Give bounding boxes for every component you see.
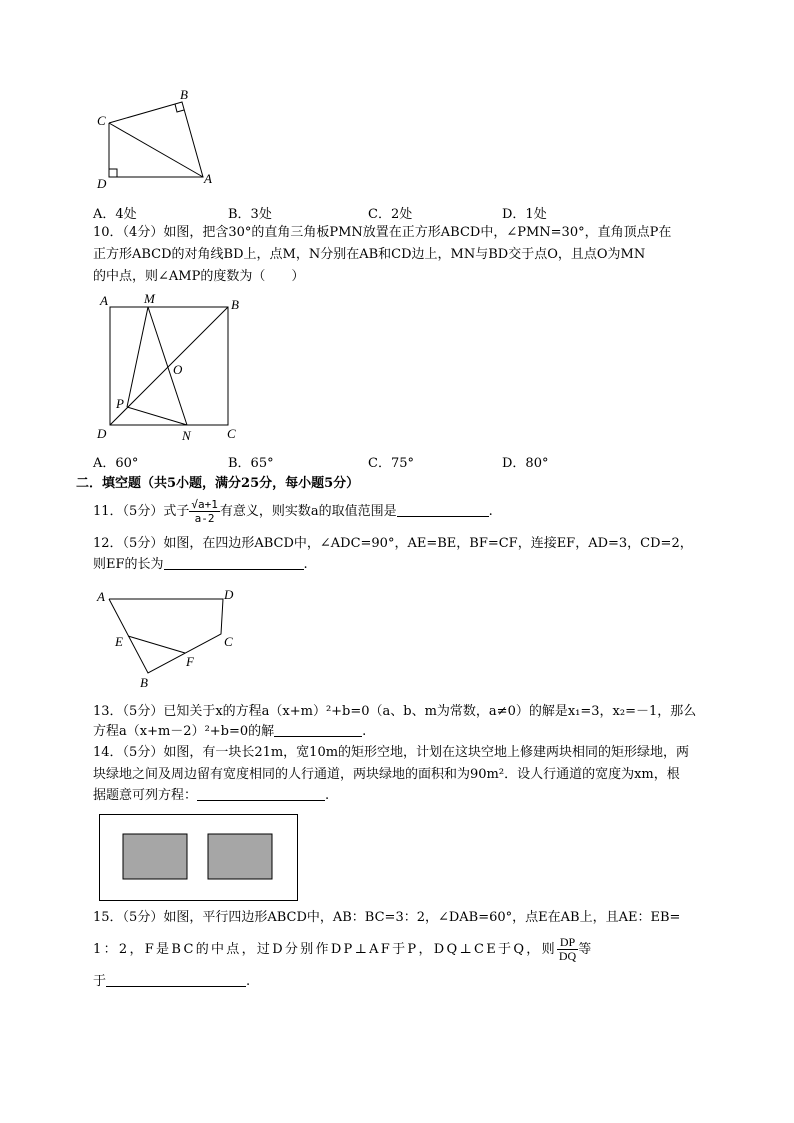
q10-label-B: B [231,297,239,312]
q12-label-C: C [224,634,233,649]
q12-line1: 12．（5分）如图，在四边形ABCD中，∠ADC=90°，AE=BE，BF=CF，连接EF，AD=3，CD=2， [93,536,693,551]
q12-label-E: E [115,634,123,649]
q14-answer-blank[interactable] [197,786,325,801]
q10-label-O: O [173,362,183,377]
q14-line1: 14．（5分）如图，有一块长21m，宽10m的矩形空地，计划在这块空地上修建两块相同的矩形绿地，两 [93,745,690,760]
q12-line2 [93,555,308,575]
q12-label-D: D [224,587,234,602]
q15-end: . [246,974,251,989]
q9-label-D: D [97,176,107,191]
q13-line2 [93,722,366,742]
q9-option-b[interactable]: B．3处 [228,207,272,222]
q10-figure [100,295,240,440]
q12-end: . [303,557,308,572]
q13-line2-prefix: 方程a（x+m－2）²+b=0的解 [93,724,275,739]
q14-line3-prefix: 据题意可列方程： [93,788,198,803]
q11-suffix: 有意义，则实数a的取值范围是 [219,504,397,519]
q10-option-d[interactable]: D．80° [502,456,549,471]
q11-fraction [189,498,220,525]
q14-figure [99,814,299,902]
q13-answer-blank[interactable] [274,722,362,737]
q9-label-C: C [97,113,106,128]
q11-answer-blank[interactable] [397,502,489,517]
q10-line1: 10．（4分）如图，把含30°的直角三角板PMN放置在正方形ABCD中，∠PMN=30°，直角顶点P在 [93,225,672,240]
q13-line1: 13．（5分）已知关于x的方程a（x+m）²+b=0（a、b、m为常数，a≠0）的解是x₁=3，x₂=－1，那么 [93,704,697,719]
q15-line3-prefix: 于 [93,974,107,989]
q10-option-b[interactable]: B．65° [228,456,274,471]
q14-line3 [93,786,329,806]
q15-line2-text: 1：2，F是BC的中点，过D分别作DP⊥AF于P，DQ⊥CE于Q，则 [93,942,557,957]
q12-answer-blank[interactable] [164,555,304,570]
q9-option-a[interactable]: A．4处 [93,207,137,222]
q9-option-d[interactable]: D．1处 [502,207,547,222]
q12-label-F: F [186,654,194,669]
q15-frac-num: DP [557,936,578,950]
q10-label-C: C [227,426,236,441]
q10-line3: 的中点，则∠AMP的度数为（ ） [93,269,305,284]
q15-line1: 15．（5分）如图，平行四边形ABCD中，AB：BC=3：2，∠DAB=60°，点E在AB上，且AE：EB= [93,910,681,925]
q10-label-M: M [144,291,155,306]
q11-frac-den: a-2 [194,512,215,525]
q10-line2: 正方形ABCD的对角线BD上，点M，N分别在AB和CD边上，MN与BD交于点O，且点O为MN [93,247,646,262]
q14-line2: 块绿地之间及周边留有宽度相同的人行通道，两块绿地的面积和为90m²．设人行通道的宽度为xm，根 [93,767,680,782]
q14-green-plot-left [123,834,187,879]
q10-label-D: D [97,426,107,441]
section-2-title: 二．填空题（共5小题，满分25分，每小题5分） [76,476,360,491]
q15-line3 [93,972,250,992]
q14-green-plot-right [208,834,272,879]
q15-line2 [93,932,591,968]
q11-prefix: 11．（5分）式子 [93,504,190,519]
q9-option-c[interactable]: C．2处 [368,207,413,222]
q15-answer-blank[interactable] [106,972,246,987]
q13-end: . [362,724,367,739]
q14-end: . [325,788,330,803]
q10-option-a[interactable]: A．60° [93,456,139,471]
q10-label-A: A [100,293,108,308]
q10-option-c[interactable]: C．75° [368,456,414,471]
q15-frac-den: DQ [558,949,577,963]
q15-fraction [557,936,578,963]
q9-label-B: B [180,87,188,102]
q10-label-N: N [182,428,191,443]
q11 [93,494,493,530]
q9-label-A: A [204,171,212,186]
q12-label-B: B [140,675,148,690]
q11-frac-num: √a+1 [191,498,218,511]
q11-end: . [488,504,493,519]
q9-figure [95,88,220,193]
q12-line2-prefix: 则EF的长为 [93,557,164,572]
q10-label-P: P [116,396,124,411]
q15-line2-suffix: 等 [578,942,592,957]
q12-label-A: A [97,589,105,604]
